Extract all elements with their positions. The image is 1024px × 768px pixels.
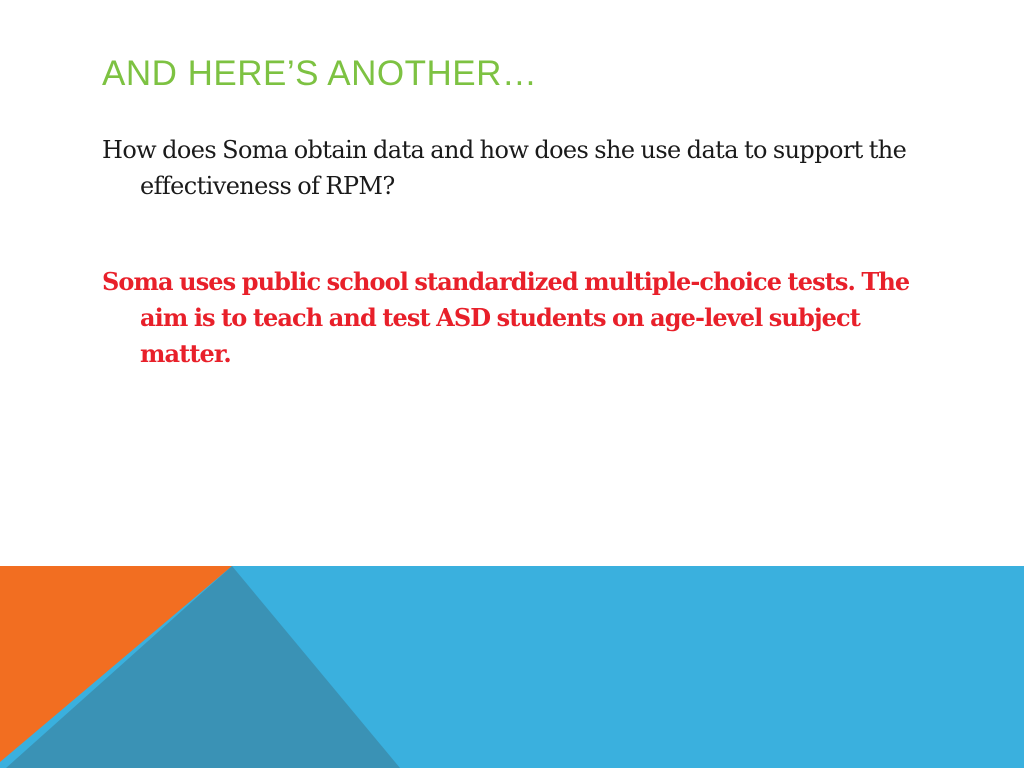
answer-text: Soma uses public school standardized multiple-choice tests. The aim is to teach and test ASD students on age-level subject matter. [102,267,910,368]
slide-title: AND HERE’S ANOTHER… [102,54,538,93]
question-text: How does Soma obtain data and how does she use data to support the effectiveness of RPM? [102,136,907,200]
